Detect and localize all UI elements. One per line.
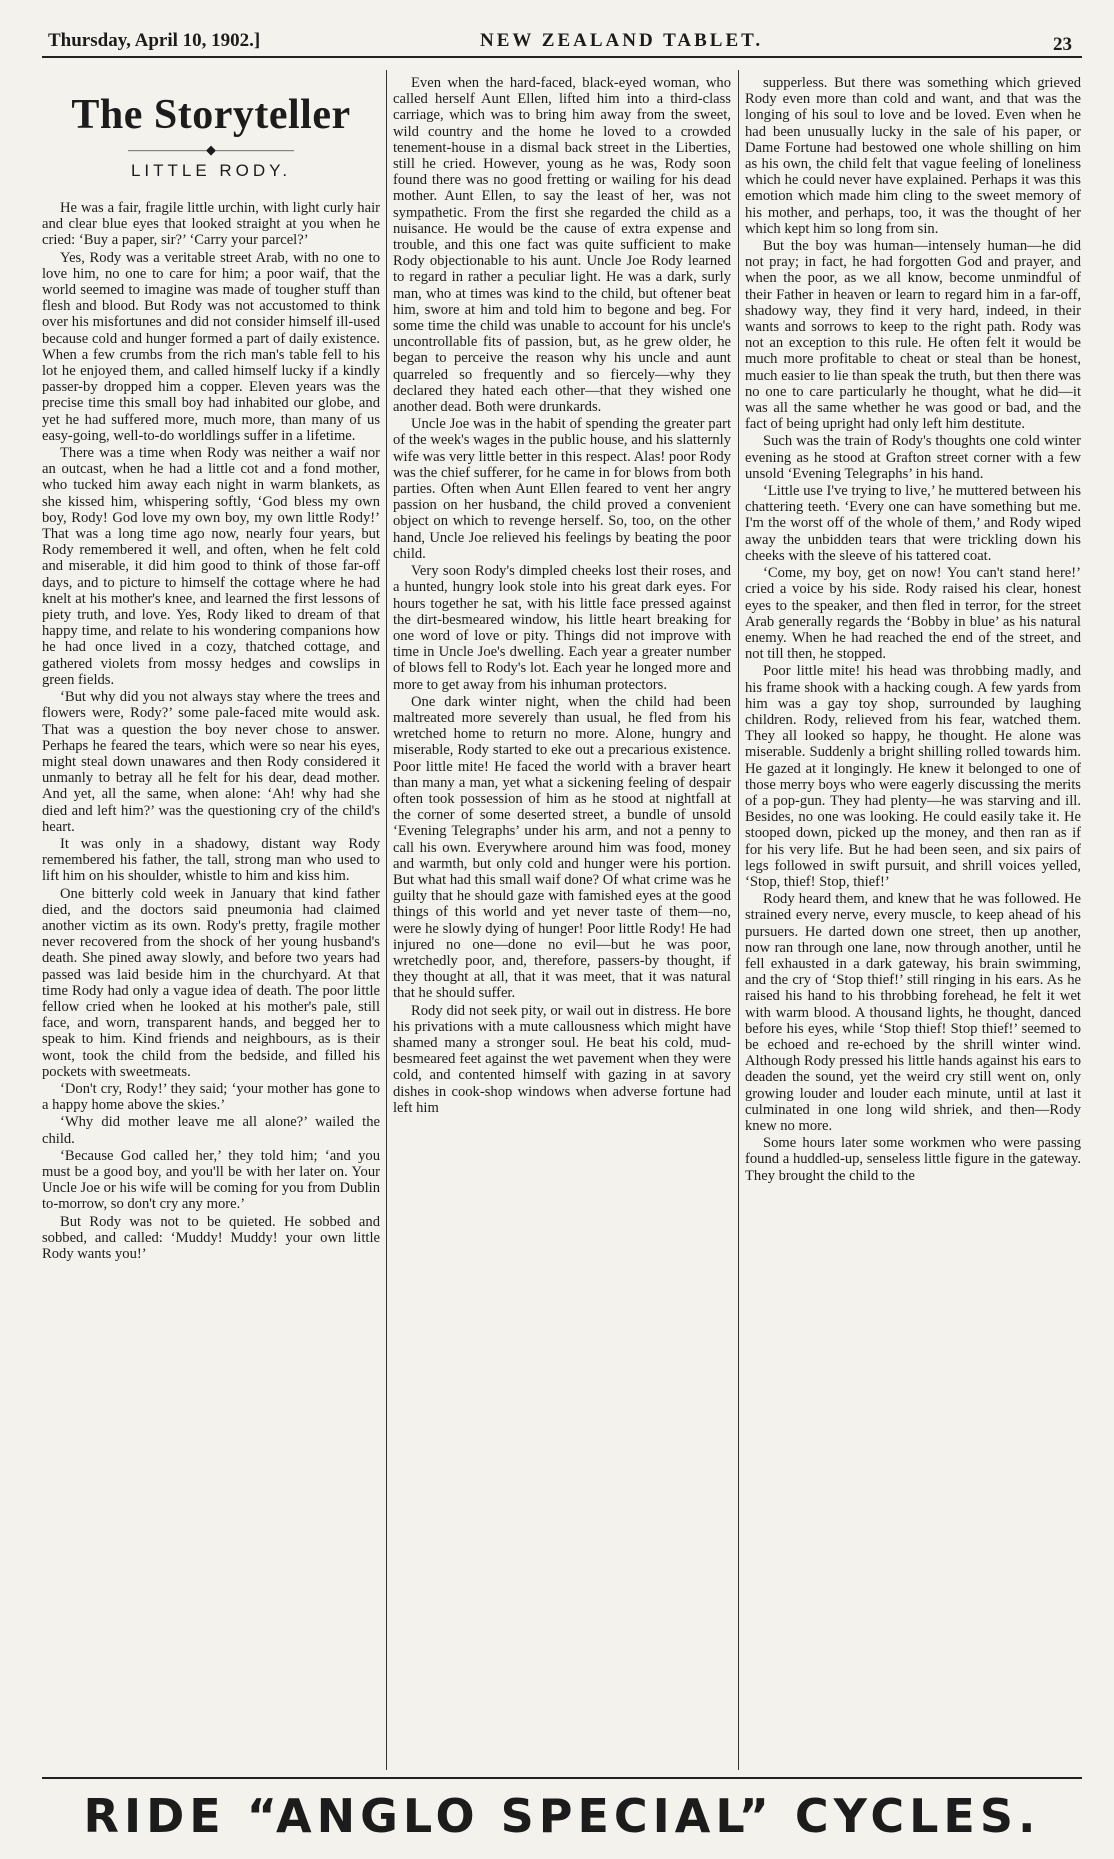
paragraph: He was a fair, fragile little urchin, with light curly hair and clear blue eyes that looked straight at you when he cried: ‘Buy a paper, sir?’ ‘Carry your parcel?’ [42, 200, 380, 249]
section-title: The Storyteller [71, 92, 351, 138]
column-2-body [393, 75, 731, 1116]
paragraph: One bitterly cold week in January that kind father died, and the doctors said pneumonia had claimed another victim as its own. Rody's pretty, fragile mother never recovered from the shock of her young husband's death. She pined away slowly, and before two years had passed was laid beside him in the churchyard. At that time Rody had only a vague idea of death. The poor little fellow cried when he looked at his mother's pale, still face, and worn, transparent hands, and begged her to speak to him. Kind friends and neighbours, as is their wont, took the child from the bedside, and filled his pockets with sweetmeats. [42, 885, 380, 1080]
paragraph: It was only in a shadowy, distant way Rody remembered his father, the tall, strong man who used to lift him on his shoulder, whistle to him and kiss him. [42, 835, 380, 885]
masthead [42, 30, 1082, 58]
paragraph: Uncle Joe was in the habit of spending the greater part of the week's wages in the public house, and his slatternly wife was very little better in this respect. Alas! poor Rody was the chief sufferer, for he came in for blows from both parties. Often when Aunt Ellen feared to vent her angry passion on her husband, the child proved a convenient object on which to revenge herself. So, too, on the other hand, Uncle Joe relieved his feelings by beating the poor child. [393, 416, 731, 562]
paragraph: Yes, Rody was a veritable street Arab, with no one to love him, no one to care for him; a poor waif, that the world seemed to imagine was made of tougher stuff than flesh and blood. But Rody was not accustomed to think over his misfortunes and did not consider himself ill-used because cold and hunger formed a part of daily existence. When a few crumbs from the rich man's table fell to his lot he enjoyed them, and called himself lucky if a kindly passer-by dropped him a copper. Eleven years was the precise time this small boy had inhabited our globe, and yet he had suffered more, much more, than many of us easy-going, well-to-do worldlings suffer in a lifetime. [42, 249, 380, 444]
story-title: LITTLE RODY. [130, 161, 292, 180]
issue-date: Thursday, April 10, 1902.] [48, 30, 261, 51]
column-rule-left [386, 70, 387, 1770]
paragraph: Rody did not seek pity, or wail out in distress. He bore his privations with a mute callousness which might have shamed many a stronger soul. He beat his cold, mud-besmeared feet against the wet pavement when they were cold, and contented himself with gazing in at savory dishes in cook-shop windows when adverse fortune had left him [393, 1002, 731, 1116]
advertisement-banner: RIDE “ANGLO SPECIAL” CYCLES. [83, 1789, 1041, 1843]
paragraph: ‘Why did mother leave me all alone?’ wailed the child. [42, 1114, 380, 1147]
paragraph: ‘Little use I've trying to live,’ he muttered between his chattering teeth. ‘Every one can have something but me. I'm the worst off of the whole of them,’ and Rody wiped away the unbidden tears that were trickling down his cheeks with the sleeve of his tattered coat. [745, 483, 1081, 564]
paragraph: Very soon Rody's dimpled cheeks lost their roses, and a hunted, hungry look stole into his great dark eyes. For hours together he sat, with his little face pressed against the dirt-besmeared window, his little heart breaking for one word of love or pity. Things did not improve with time in Uncle Joe's dwelling. Each year a greater number of blows fell to Rody's lot. Each year he longed more and more to get away from his inhuman protectors. [393, 563, 731, 693]
paragraph: ‘Because God called her,’ they told him; ‘and you must be a good boy, and you'll be with her later on. Your Uncle Joe or his wife will be coming for you from Dublin to-morrow, so don't cry any more.’ [42, 1147, 380, 1213]
paragraph: Some hours later some workmen who were passing found a huddled-up, senseless little figure in the gateway. They brought the child to the [745, 1135, 1081, 1184]
paragraph: Rody heard them, and knew that he was followed. He strained every nerve, every muscle, to keep ahead of his pursuers. He darted down one street, then up another, now ran through one lane, now through another, until he fell exhausted in a dark gateway, his brain swimming, and the cry of ‘Stop thief!’ still ringing in his ears. As he raised his hand to his throbbing forehead, he felt it wet with warm blood. A thousand lights, he thought, danced before his eyes, while ‘Stop thief! Stop thief!’ seemed to be echoed and re-echoed by the shrill winter wind. Although Rody pressed his little hands against his ears to deaden the sound, yet the weird cry still went on, only growing louder and louder each minute, until at last it culminated in one long wild shriek, and then—Rody knew no more. [745, 891, 1081, 1134]
column-rule-right [738, 70, 739, 1770]
paragraph: Poor little mite! his head was throbbing madly, and his frame shook with a hacking cough. A few yards from him was a gay toy shop, surrounded by laughing children. Rody, relieved from his fear, watched them. They all looked so happy, he thought. He alone was miserable. Suddenly a bright shilling rolled towards him. He gazed at it longingly. He knew it belonged to one of those merry boys who were eagerly discussing the merits of a pop-gun. They had plenty—he was starving and ill. Besides, no one was looking. He could easily take it. He stooped down, picked up the money, and then ran as if for his very life. But he had been seen, and six pairs of legs followed in swift pursuit, and shrill voices yelled, ‘Stop, thief! Stop, thief!’ [745, 663, 1081, 890]
paragraph: Even when the hard-faced, black-eyed woman, who called herself Aunt Ellen, lifted him into a third-class carriage, which was to bring him away from the sweet, wild country and the home he loved to a crowded tenement-house in a dismal back street in the Liberties, still he cried. However, young as he was, Rody soon found there was no good fretting or wailing for his dead mother. Aunt Ellen, to say the least of her, was not sympathetic. From the first she regarded the child as a nuisance. He would be the cause of extra expense and trouble, and this one fact was quite sufficient to make Rody objectionable to his aunt. Uncle Joe Rody learned to regard in rather a peculiar light. He was a dark, surly man, who at times was kind to the child, but oftener beat him, swore at him and told him to begone and beg. For some time the child was unable to account for his uncle's uncontrollable fits of passion, but, as he grew older, he began to perceive the reason why his uncle and aunt quarreled so frequently and so fiercely—why they declared they hated each other—that they wished one another dead. Both were drunkards. [393, 75, 731, 416]
column-3 [745, 75, 1081, 1765]
column-2 [393, 75, 731, 1765]
paragraph: supperless. But there was something which grieved Rody even more than cold and want, and that was the longing of his soul to love and be loved. Even when he had been unusually lucky in the sale of his paper, or Dame Fortune had bestowed one whole shilling on him as his own, the child felt that vague feeling of loneliness which he could never have explained. Perhaps it was this emotion which made him cling to the sweet memory of his mother, and perhaps, too, it was the thought of her which kept him so long from sin. [745, 75, 1081, 237]
title-ornament: ——————◆—————— [128, 142, 294, 157]
column-3-body [745, 75, 1081, 1184]
newspaper-name: NEW ZEALAND TABLET. [480, 30, 764, 51]
paragraph: ‘But why did you not always stay where the trees and flowers were, Rody?’ some pale-faced mite would ask. That was a question the boy never chose to answer. Perhaps he feared the tears, which were so near his eyes, might steal down unawares and then Rody considered it unmanly to betray all he felt for his dear, dead mother. And yet, all the same, when alone: ‘Ah! why had she died and left him?’ was the questioning cry of the child's heart. [42, 689, 380, 835]
paragraph: ‘Come, my boy, get on now! You can't stand here!’ cried a voice by his side. Rody raised his clear, honest eyes to the speaker, and then fled in terror, for the street Arab generally regards the ‘Bobby in blue’ as his natural enemy. When he had reached the end of the street, and not till then, he stopped. [745, 565, 1081, 663]
advertisement-rule [42, 1777, 1082, 1779]
paragraph: But the boy was human—intensely human—he did not pray; in fact, he had forgotten God and prayer, and when the poor, as we all know, become unmindful of their Father in heaven or learn to regard him in a far-off, shadowy way, they find it very hard, indeed, in their wants and sorrows to keep to the right path. Rody was not an exception to this rule. He often felt it would be much more profitable to cheat or steal than be honest, much easier to lie than speak the truth, but then there was no one to care particularly he thought, what he did—it was all the same whether he was good or bad, and the fact of being upright had only left him destitute. [745, 238, 1081, 433]
paragraph: There was a time when Rody was neither a waif nor an outcast, when he had a little cot and a fond mother, who tucked him away each night in warm blankets, as she kissed him, whispering softly, ‘God bless my own boy, Rody! God love my own boy, my own little Rody!’ That was a long time ago now, nearly four years, but Rody remembered it well, and often, when he felt cold and miserable, it did him good to think of those far-off days, and to picture to himself the cottage where he had knelt at his mother's knee, and learned the first lessons of piety truth, and love. Yes, Rody liked to dream of that happy time, and relate to his wondering companions how he had once lived in a cozy, thatched cottage, and gathered violets from mossy hedges and cowslips in green fields. [42, 445, 380, 688]
page-number: 23 [1053, 34, 1072, 55]
column-1 [42, 75, 380, 1765]
paragraph: One dark winter night, when the child had been maltreated more severely than usual, he fled from his wretched home to return no more. Alone, hungry and miserable, Rody started to eke out a precarious existence. Poor little mite! He faced the world with a braver heart than many a man, yet what a sickening feeling of despair often took possession of him as he stood at nightfall at the corner of some deserted street, a bundle of unsold ‘Evening Telegraphs’ under his arm, and not a penny to call his own. Everywhere around him was food, money and warmth, but only cold and hunger were his portion. But what had this small waif done? Of what crime was he guilty that he should gaze with famished eyes at the good things of this world and yet never taste of them—no, were he slowly dying of hunger! Poor little Rody! He had injured no one—done no evil—but he was poor, wretchedly poor, and, therefore, passers-by thought, if they thought at all, that it was meet, that it was natural that he should suffer. [393, 693, 731, 1002]
paragraph: But Rody was not to be quieted. He sobbed and sobbed, and called: ‘Muddy! Muddy! your own little Rody wants you!’ [42, 1213, 380, 1262]
paragraph: Such was the train of Rody's thoughts one cold winter evening as he stood at Grafton street corner with a few unsold ‘Evening Telegraphs’ in his hand. [745, 433, 1081, 482]
paragraph: ‘Don't cry, Rody!’ they said; ‘your mother has gone to a happy home above the skies.’ [42, 1080, 380, 1114]
column-1-body [42, 200, 380, 1262]
